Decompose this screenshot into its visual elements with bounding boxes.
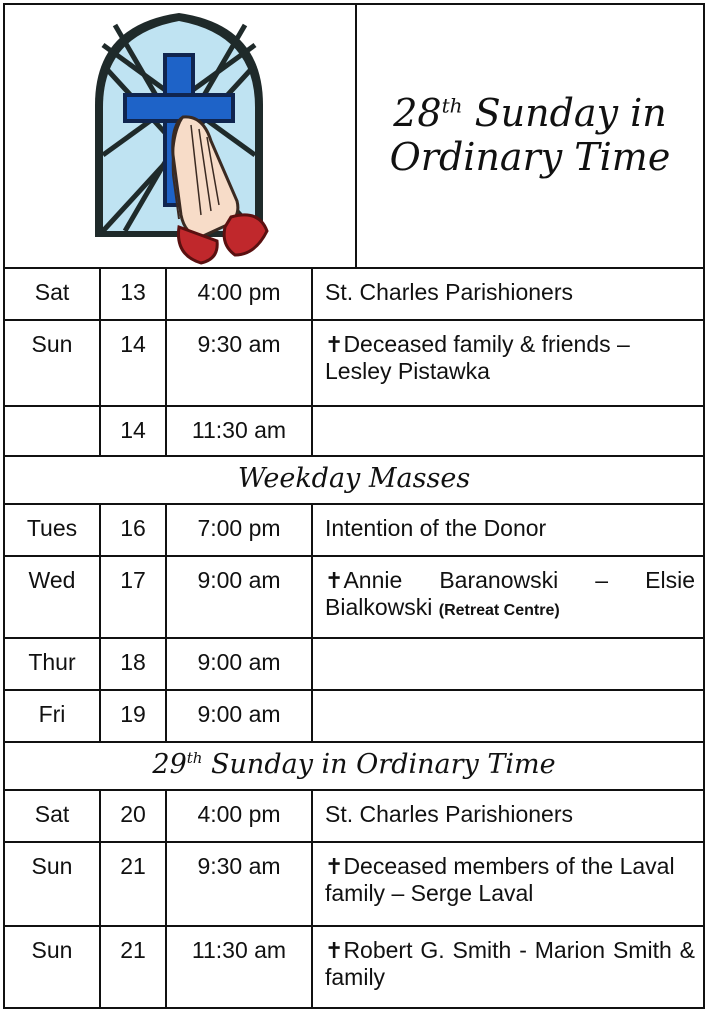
date-cell: 13 <box>100 268 166 320</box>
date-cell: 18 <box>100 638 166 690</box>
time-cell: 11:30 am <box>166 926 312 1008</box>
header <box>3 3 705 269</box>
time-cell: 4:00 pm <box>166 268 312 320</box>
time-cell: 9:00 am <box>166 556 312 638</box>
date-cell: 19 <box>100 690 166 742</box>
time-cell: 4:00 pm <box>166 790 312 842</box>
intention-cell: ✝Deceased members of the Laval family – Serge Laval <box>312 842 704 926</box>
date-cell: 14 <box>100 320 166 406</box>
date-cell: 20 <box>100 790 166 842</box>
location-note: (Retreat Centre) <box>438 602 560 619</box>
day-cell: Fri <box>4 690 100 742</box>
day-cell: Tues <box>4 504 100 556</box>
table-row <box>4 790 704 842</box>
cross-icon: ✝ <box>325 939 344 964</box>
day-cell: Sat <box>4 790 100 842</box>
intention-cell <box>312 406 704 456</box>
table-row <box>4 926 704 1008</box>
day-cell: Wed <box>4 556 100 638</box>
page-title: 28th Sunday in Ordinary Time <box>389 91 671 179</box>
section-heading: 29th Sunday in Ordinary Time <box>4 742 704 790</box>
day-cell: Sun <box>4 320 100 406</box>
date-cell: 21 <box>100 926 166 1008</box>
date-cell: 16 <box>100 504 166 556</box>
intention-cell: Intention of the Donor <box>312 504 704 556</box>
table-row <box>4 556 704 638</box>
cross-icon: ✝ <box>325 855 344 880</box>
day-cell: Sun <box>4 842 100 926</box>
intention-cell <box>312 638 704 690</box>
time-cell: 9:30 am <box>166 842 312 926</box>
date-cell: 17 <box>100 556 166 638</box>
intention-cell: ✝Robert G. Smith - Marion Smith & family <box>312 926 704 1008</box>
intention-cell: St. Charles Parishioners <box>312 268 704 320</box>
table-row <box>4 842 704 926</box>
time-cell: 7:00 pm <box>166 504 312 556</box>
time-cell: 11:30 am <box>166 406 312 456</box>
time-cell: 9:00 am <box>166 638 312 690</box>
day-cell: Sun <box>4 926 100 1008</box>
day-cell <box>4 406 100 456</box>
table-row <box>4 406 704 456</box>
table-row <box>4 320 704 406</box>
intention-cell: ✝Deceased family & friends – Lesley Pistawka <box>312 320 704 406</box>
cross-icon: ✝ <box>325 333 344 358</box>
table-row <box>4 504 704 556</box>
intention-cell: ✝Annie Baranowski – Elsie Bialkowski (Retreat Centre) <box>312 556 704 638</box>
cross-icon: ✝ <box>325 569 344 594</box>
table-row <box>4 268 704 320</box>
time-cell: 9:30 am <box>166 320 312 406</box>
stained-glass-praying-hands-icon <box>5 5 357 267</box>
section-heading-row <box>4 742 704 790</box>
time-cell: 9:00 am <box>166 690 312 742</box>
schedule-table <box>3 267 705 1009</box>
section-heading-row <box>4 456 704 504</box>
table-row <box>4 690 704 742</box>
day-cell: Thur <box>4 638 100 690</box>
table-row <box>4 638 704 690</box>
date-cell: 21 <box>100 842 166 926</box>
section-heading: Weekday Masses <box>4 456 704 504</box>
intention-cell <box>312 690 704 742</box>
mass-schedule <box>3 3 705 1000</box>
date-cell: 14 <box>100 406 166 456</box>
day-cell: Sat <box>4 268 100 320</box>
intention-cell: St. Charles Parishioners <box>312 790 704 842</box>
